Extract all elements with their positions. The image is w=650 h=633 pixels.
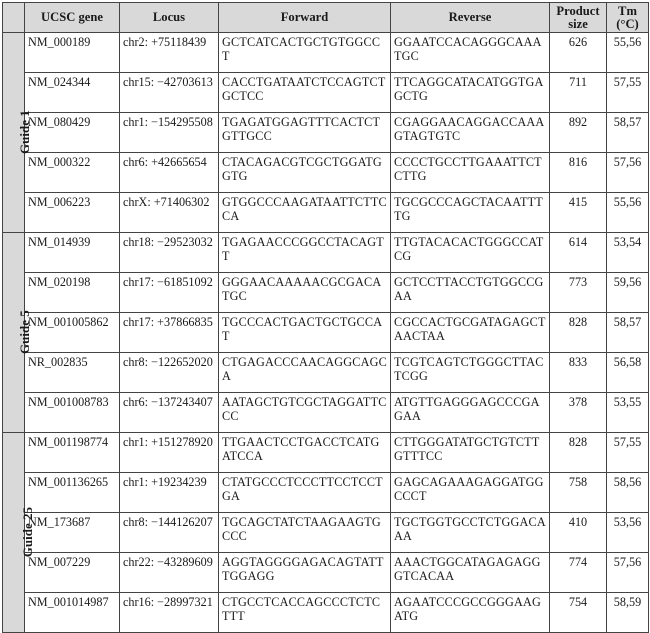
cell-tm: 57,55 [607,433,649,473]
cell-forward: CTGCCTCACCAGCCCTCTCTTT [219,593,391,633]
cell-size: 614 [550,233,607,273]
cell-reverse: TCGTCAGTCTGGGCTTACTCGG [391,353,550,393]
header-tm-line1: Tm [618,3,637,18]
cell-size: 410 [550,513,607,553]
cell-size: 378 [550,393,607,433]
cell-forward: GGGAACAAAAACGCGACATGC [219,273,391,313]
header-size-line1: Product [556,3,600,18]
cell-locus: chr22: −43289609 [120,553,219,593]
table-row [3,433,649,473]
cell-forward: TGCCCACTGACTGCTGCCAT [219,313,391,353]
cell-gene: NM_080429 [25,113,120,153]
table-body [3,33,649,633]
table-row [3,553,649,593]
cell-reverse: GGAATCCACAGGGCAAATGC [391,33,550,73]
cell-locus: chr1: +151278920 [120,433,219,473]
cell-tm: 57,55 [607,73,649,113]
table-row [3,353,649,393]
cell-reverse: ATGTTGAGGGAGCCCGAGAA [391,393,550,433]
cell-locus: chr6: −137243407 [120,393,219,433]
cell-gene: NM_001014987 [25,593,120,633]
cell-size: 415 [550,193,607,233]
cell-gene: NM_020198 [25,273,120,313]
table-row [3,593,649,633]
cell-forward: TGAGAACCCGGCCTACAGTT [219,233,391,273]
cell-gene: NM_014939 [25,233,120,273]
table-row [3,113,649,153]
cell-locus: chr18: −29523032 [120,233,219,273]
cell-gene: NM_007229 [25,553,120,593]
cell-forward: GCTCATCACTGCTGTGGCCT [219,33,391,73]
header-tm-line2: (°C) [616,16,639,31]
cell-gene: NM_001005862 [25,313,120,353]
cell-size: 774 [550,553,607,593]
header-row [3,3,649,33]
cell-size: 816 [550,153,607,193]
table-row [3,393,649,433]
cell-locus: chr1: +19234239 [120,473,219,513]
header-product-size [550,3,607,33]
cell-reverse: TGCTGGTGCCTCTGGACAAA [391,513,550,553]
cell-gene: NM_001198774 [25,433,120,473]
group-label-cell [3,33,32,233]
cell-locus: chr8: −122652020 [120,353,219,393]
cell-reverse: GCTCCTTACCTGTGGCCGAA [391,273,550,313]
table-row [3,313,649,353]
cell-locus: chrX: +71406302 [120,193,219,233]
table-row [3,153,649,193]
cell-reverse: CCCCTGCCTTGAAATTCTCTTG [391,153,550,193]
cell-locus: chr17: −61851092 [120,273,219,313]
cell-reverse: AAACTGGCATAGAGAGGGTCACAA [391,553,550,593]
cell-reverse: AGAATCCCGCCGGGAAGATG [391,593,550,633]
cell-forward: CTGAGACCCAACAGGCAGCA [219,353,391,393]
cell-reverse: CGAGGAACAGGACCAAAGTAGTGTC [391,113,550,153]
cell-tm: 55,56 [607,33,649,73]
cell-forward: GTGGCCCAAGATAATTCTTCCA [219,193,391,233]
primer-table [2,2,649,633]
cell-gene: NM_001008783 [25,393,120,433]
header-forward: Forward [219,3,391,33]
table-row [3,73,649,113]
header-reverse: Reverse [391,3,550,33]
table-row [3,273,649,313]
cell-gene: NM_173687 [25,513,120,553]
cell-tm: 58,57 [607,113,649,153]
header-group [3,3,25,33]
cell-tm: 58,57 [607,313,649,353]
cell-reverse: TTGTACACACTGGGCCATCG [391,233,550,273]
cell-tm: 57,56 [607,553,649,593]
cell-tm: 53,56 [607,513,649,553]
cell-reverse: TTCAGGCATACATGGTGAGCTG [391,73,550,113]
group-label: Guide 1 [16,110,32,155]
cell-locus: chr16: −28997321 [120,593,219,633]
cell-gene: NM_001136265 [25,473,120,513]
cell-forward: AATAGCTGTCGCTAGGATTCCC [219,393,391,433]
group-label-cell [3,233,32,433]
cell-tm: 53,55 [607,393,649,433]
cell-tm: 59,56 [607,273,649,313]
cell-tm: 56,58 [607,353,649,393]
cell-reverse: GAGCAGAAAGAGGATGGCCCT [391,473,550,513]
table-row [3,473,649,513]
table-row [3,513,649,553]
cell-size: 773 [550,273,607,313]
cell-locus: chr17: +37866835 [120,313,219,353]
cell-tm: 57,56 [607,153,649,193]
header-size-line2: size [568,16,588,31]
cell-size: 828 [550,433,607,473]
cell-gene: NM_000189 [25,33,120,73]
cell-tm: 58,59 [607,593,649,633]
cell-reverse: TGCGCCCAGCTACAATTTTG [391,193,550,233]
cell-forward: CTATGCCCTCCCTTCCTCCTGA [219,473,391,513]
group-label: Guide 25 [20,507,36,558]
cell-forward: AGGTAGGGGAGACAGTATTTGGAGG [219,553,391,593]
cell-tm: 53,54 [607,233,649,273]
cell-locus: chr1: −154295508 [120,113,219,153]
cell-reverse: CTTGGGATATGCTGTCTTGTTTCC [391,433,550,473]
table-row [3,33,649,73]
header-locus: Locus [120,3,219,33]
cell-size: 626 [550,33,607,73]
cell-forward: TGAGATGGAGTTTCACTCTGTTGCC [219,113,391,153]
cell-forward: CACCTGATAATCTCCAGTCTGCTCC [219,73,391,113]
cell-tm: 58,56 [607,473,649,513]
cell-locus: chr6: +42665654 [120,153,219,193]
table-row [3,233,649,273]
cell-tm: 55,56 [607,193,649,233]
cell-gene: NM_024344 [25,73,120,113]
cell-locus: chr15: −42703613 [120,73,219,113]
table-row [3,193,649,233]
cell-size: 758 [550,473,607,513]
table-header [3,3,649,33]
cell-reverse: CGCCACTGCGATAGAGCTAACTAA [391,313,550,353]
cell-forward: CTACAGACGTCGCTGGATGGTG [219,153,391,193]
cell-gene: NM_000322 [25,153,120,193]
cell-size: 711 [550,73,607,113]
cell-size: 892 [550,113,607,153]
cell-locus: chr8: −144126207 [120,513,219,553]
group-label: Guide 5 [16,310,32,355]
group-label-cell [3,433,36,633]
cell-forward: TGCAGCTATCTAAGAAGTGCCC [219,513,391,553]
cell-forward: TTGAACTCCTGACCTCATGATCCA [219,433,391,473]
cell-size: 828 [550,313,607,353]
cell-size: 833 [550,353,607,393]
header-tm [607,3,649,33]
header-gene: UCSC gene [25,3,120,33]
cell-gene: NR_002835 [25,353,120,393]
cell-gene: NM_006223 [25,193,120,233]
cell-locus: chr2: +75118439 [120,33,219,73]
cell-size: 754 [550,593,607,633]
